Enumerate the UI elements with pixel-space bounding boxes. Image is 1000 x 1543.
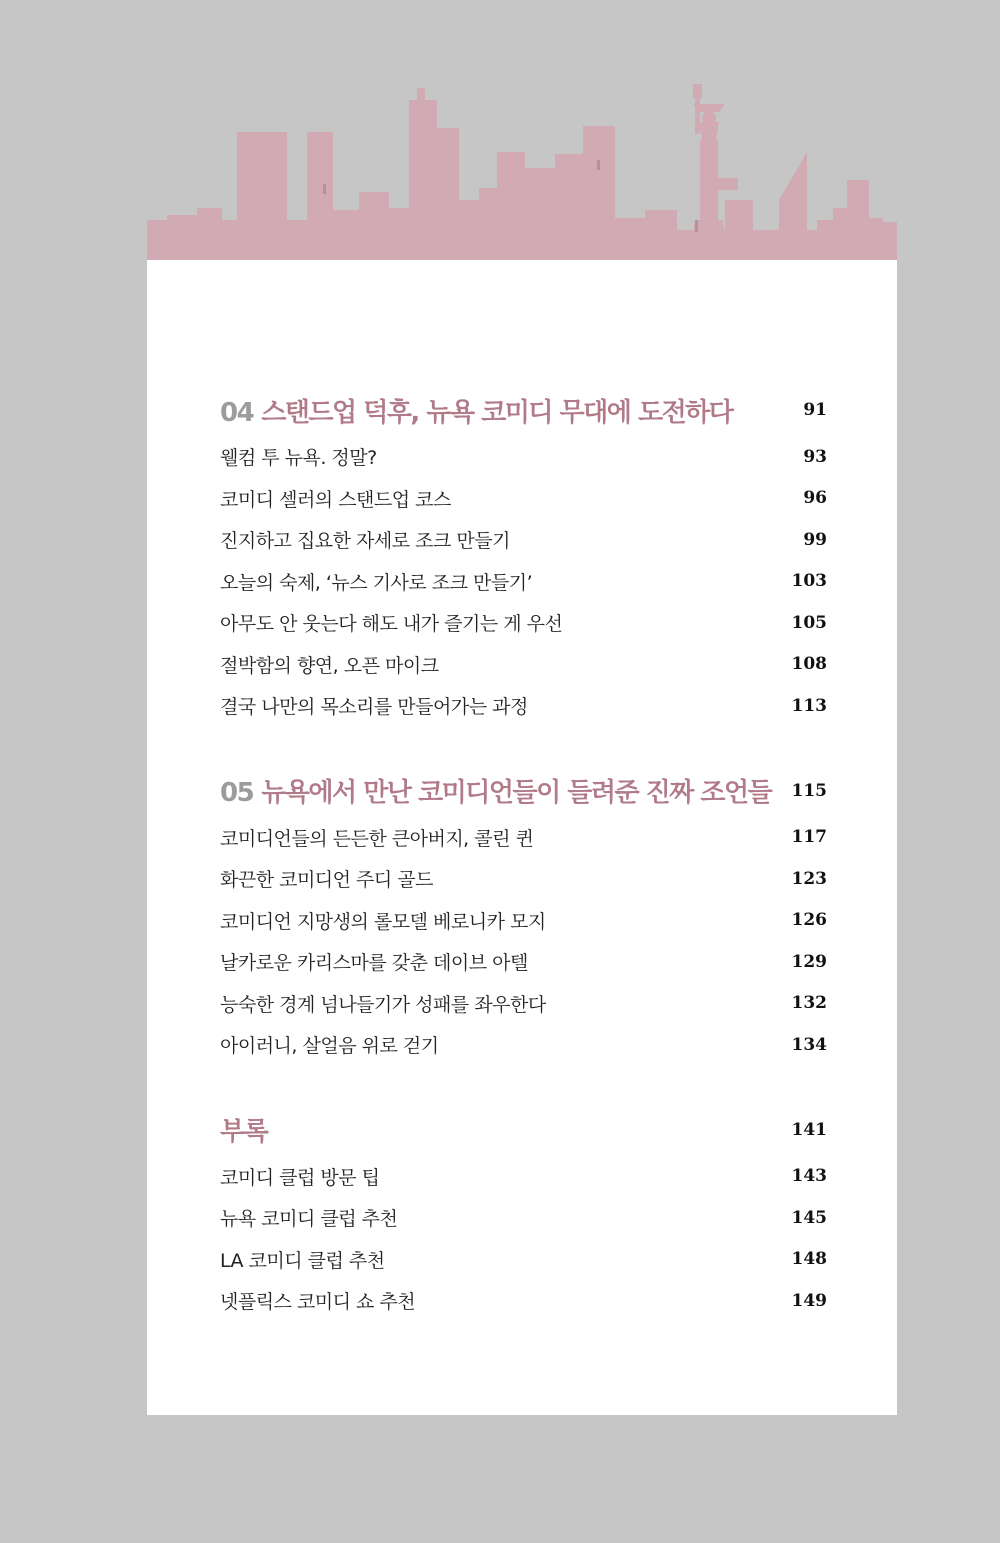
toc-entry: [220, 1024, 827, 1066]
toc-entry-page-number: 117: [791, 827, 827, 848]
toc-entry-page-number: 134: [791, 1034, 827, 1055]
toc-section: [220, 390, 827, 727]
toc-entry: [220, 858, 827, 900]
toc-entry: [220, 1156, 827, 1198]
chapter-page-number: 141: [791, 1119, 827, 1140]
toc-entry-page-number: 96: [803, 488, 827, 509]
toc-entry: [220, 561, 827, 603]
toc-entry-title: LA 코미디 클럽 추천: [220, 1249, 385, 1272]
toc-entry-page-number: 99: [803, 529, 827, 550]
toc-entry-title: 진지하고 집요한 자세로 조크 만들기: [220, 530, 510, 553]
toc-entry: [220, 1239, 827, 1281]
toc-entry-title: 넷플릭스 코미디 쇼 추천: [220, 1291, 416, 1314]
toc-entry: [220, 1280, 827, 1322]
toc-entry-page-number: 129: [791, 951, 827, 972]
chapter-heading-row: [220, 390, 827, 430]
toc-entry-page-number: 105: [791, 612, 827, 633]
toc-entry: [220, 436, 827, 478]
chapter-page-number: 91: [803, 400, 827, 420]
chapter-heading-row: [220, 1110, 827, 1150]
chapter-number: 04: [220, 397, 254, 428]
toc-entry: [220, 519, 827, 561]
toc-entry-page-number: 123: [791, 868, 827, 889]
toc-entry-title: 아이러니, 살얼음 위로 걷기: [220, 1035, 439, 1058]
toc-entry-title: 오늘의 숙제, ‘뉴스 기사로 조크 만들기’: [220, 571, 533, 594]
toc-entry-page-number: 126: [791, 910, 827, 931]
toc-section: [220, 771, 827, 1066]
new-york-skyline-illustration: [147, 70, 897, 262]
toc-entry: [220, 685, 827, 727]
toc-entry-title: 날카로운 카리스마를 갖춘 데이브 아텔: [220, 952, 528, 975]
chapter-title-text: 부록: [220, 1117, 268, 1147]
toc-entry-title: 아무도 안 웃는다 해도 내가 즐기는 게 우선: [220, 613, 563, 636]
toc-entry-title: 웰컴 투 뉴욕. 정말?: [220, 447, 377, 470]
toc-section: [220, 1110, 827, 1322]
toc-page: [147, 260, 897, 1415]
toc-entry-page-number: 103: [791, 571, 827, 592]
table-of-contents: [220, 390, 827, 1366]
toc-entry: [220, 817, 827, 859]
toc-entry: [220, 983, 827, 1025]
toc-entry-title: 절박함의 향연, 오픈 마이크: [220, 654, 439, 677]
toc-entry-page-number: 93: [803, 446, 827, 467]
chapter-title: [220, 772, 771, 809]
toc-entry-page-number: 145: [791, 1207, 827, 1228]
chapter-title-text: 뉴욕에서 만난 코미디언들이 들려준 진짜 조언들: [261, 778, 772, 808]
toc-entry-title: 코미디 셀러의 스탠드업 코스: [220, 488, 451, 511]
toc-entry-title: 능숙한 경계 넘나들기가 성패를 좌우한다: [220, 993, 546, 1016]
toc-entry: [220, 900, 827, 942]
toc-entry-page-number: 132: [791, 993, 827, 1014]
chapter-heading-row: [220, 771, 827, 811]
toc-entry: [220, 1197, 827, 1239]
toc-entry-title: 코미디언들의 든든한 큰아버지, 콜린 퀸: [220, 827, 534, 850]
toc-entry-title: 결국 나만의 목소리를 만들어가는 과정: [220, 696, 528, 719]
toc-entry-title: 코미디언 지망생의 롤모델 베로니카 모지: [220, 910, 546, 933]
chapter-page-number: 115: [791, 780, 827, 801]
toc-entry-page-number: 113: [791, 695, 827, 716]
chapter-title: [220, 1111, 267, 1148]
toc-entry: [220, 644, 827, 686]
toc-entry-page-number: 149: [791, 1290, 827, 1311]
toc-entry-page-number: 108: [791, 654, 827, 675]
chapter-title-text: 스탠드업 덕후, 뉴욕 코미디 무대에 도전하다: [261, 397, 733, 428]
toc-entry: [220, 941, 827, 983]
toc-entry-title: 화끈한 코미디언 주디 골드: [220, 869, 434, 892]
chapter-number: 05: [220, 778, 254, 808]
chapter-title: [220, 392, 732, 429]
toc-entry-title: 뉴욕 코미디 클럽 추천: [220, 1208, 398, 1231]
toc-entry-page-number: 143: [791, 1166, 827, 1187]
toc-entry: [220, 602, 827, 644]
toc-entry: [220, 478, 827, 520]
toc-entry-page-number: 148: [791, 1249, 827, 1270]
toc-entry-title: 코미디 클럽 방문 팁: [220, 1166, 380, 1189]
